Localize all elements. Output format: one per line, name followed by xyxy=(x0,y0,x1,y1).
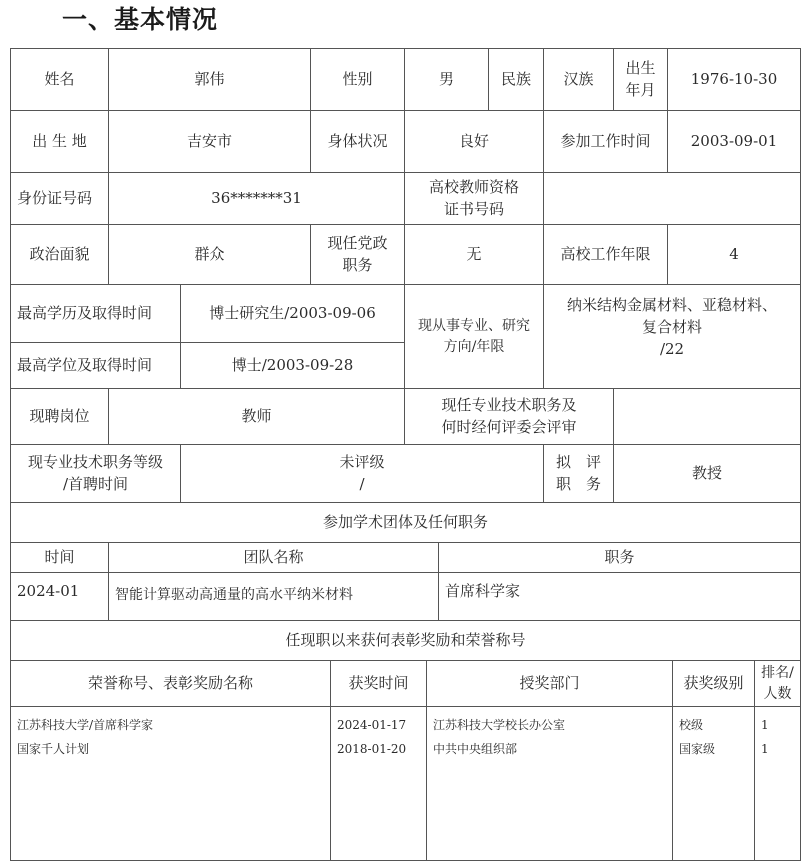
political-value: 群众 xyxy=(109,225,311,285)
awards-title: 任现职以来获何表彰奖励和荣誉称号 xyxy=(11,621,801,661)
cert-label xyxy=(405,173,544,225)
award-1-name: 江苏科技大学/首席科学家 xyxy=(17,718,154,732)
party-post-label-line1: 现任党政 xyxy=(327,233,388,252)
awards-header-rank-line2: 人数 xyxy=(763,685,792,702)
position-value: 教师 xyxy=(109,389,405,445)
awards-names xyxy=(11,707,331,861)
grade-value-line2: / xyxy=(359,474,365,493)
awards-depts xyxy=(427,707,673,861)
tech-post-label-line2: 何时经何评委会评审 xyxy=(441,417,577,436)
party-post-value: 无 xyxy=(405,225,544,285)
awards-header-date: 获奖时间 xyxy=(331,661,427,707)
health-value: 良好 xyxy=(405,111,544,173)
awards-levels xyxy=(673,707,755,861)
name-label: 姓名 xyxy=(11,49,109,111)
award-1-rank: 1 xyxy=(761,718,769,732)
field-value-line1: 纳米结构金属材料、亚稳材料、 xyxy=(567,296,778,314)
award-2-name: 国家千人计划 xyxy=(17,742,90,756)
grade-value xyxy=(181,445,544,503)
health-label: 身体状况 xyxy=(311,111,405,173)
awards-header-level: 获奖级别 xyxy=(673,661,755,707)
award-1-date: 2024-01-17 xyxy=(337,718,407,732)
work-start-value: 2003-09-01 xyxy=(668,111,801,173)
award-1-level: 校级 xyxy=(679,718,704,732)
basic-info-table xyxy=(10,48,801,503)
birth-label-line2: 年月 xyxy=(625,80,656,99)
awards-header-rank xyxy=(755,661,801,707)
field-value-line2: 复合材料 xyxy=(642,317,703,336)
field-label xyxy=(405,285,544,389)
awards-header-name: 荣誉称号、表彰奖励名称 xyxy=(11,661,331,707)
edu-value: 博士研究生/2003-09-06 xyxy=(181,285,405,343)
proposed-value: 教授 xyxy=(614,445,801,503)
uni-years-label: 高校工作年限 xyxy=(544,225,668,285)
proposed-label-line2: 职 务 xyxy=(556,474,602,493)
award-2-rank: 1 xyxy=(761,742,769,756)
groups-header-role: 职务 xyxy=(439,543,801,573)
political-label: 政治面貌 xyxy=(11,225,109,285)
birth-label xyxy=(614,49,668,111)
field-label-line2: 方向/年限 xyxy=(443,338,505,355)
id-value: 36*******31 xyxy=(109,173,405,225)
tech-post-label-line1: 现任专业技术职务及 xyxy=(441,395,577,414)
party-post-label xyxy=(311,225,405,285)
work-start-label: 参加工作时间 xyxy=(544,111,668,173)
grade-label xyxy=(11,445,181,503)
grade-value-line1: 未评级 xyxy=(339,452,385,471)
cert-label-line2: 证书号码 xyxy=(444,199,505,218)
field-value-line3: /22 xyxy=(659,339,685,358)
tech-post-label xyxy=(405,389,614,445)
awards-dates xyxy=(331,707,427,861)
awards-header-dept: 授奖部门 xyxy=(427,661,673,707)
degree-label: 最高学位及取得时间 xyxy=(11,343,181,389)
position-label: 现聘岗位 xyxy=(11,389,109,445)
gender-value: 男 xyxy=(405,49,489,111)
birthplace-value: 吉安市 xyxy=(109,111,311,173)
id-label: 身份证号码 xyxy=(11,173,109,225)
award-2-level: 国家级 xyxy=(679,742,716,756)
party-post-label-line2: 职务 xyxy=(342,255,373,274)
proposed-label xyxy=(544,445,614,503)
ethnicity-label: 民族 xyxy=(489,49,544,111)
uni-years-value: 4 xyxy=(668,225,801,285)
gender-label: 性别 xyxy=(311,49,405,111)
name-value: 郭伟 xyxy=(109,49,311,111)
degree-value: 博士/2003-09-28 xyxy=(181,343,405,389)
grade-label-line2: /首聘时间 xyxy=(62,474,129,493)
groups-header-team: 团队名称 xyxy=(109,543,439,573)
cert-value xyxy=(544,173,801,225)
groups-row-time: 2024-01 xyxy=(11,573,109,621)
awards-ranks xyxy=(755,707,801,861)
field-label-line1: 现从事专业、研究 xyxy=(418,318,531,335)
field-value xyxy=(544,285,801,389)
proposed-label-line1: 拟 评 xyxy=(556,452,602,471)
grade-label-line1: 现专业技术职务等级 xyxy=(27,452,163,471)
birth-value: 1976-10-30 xyxy=(668,49,801,111)
ethnicity-value: 汉族 xyxy=(544,49,614,111)
section-title: 一、基本情况 xyxy=(62,5,219,34)
table-row xyxy=(11,573,801,621)
awards-table xyxy=(10,620,801,861)
award-2-date: 2018-01-20 xyxy=(337,742,407,756)
tech-post-value xyxy=(614,389,801,445)
edu-label: 最高学历及取得时间 xyxy=(11,285,181,343)
birth-label-line1: 出生 xyxy=(625,58,656,77)
table-row xyxy=(11,707,801,861)
awards-header-rank-line1: 排名/ xyxy=(761,665,794,682)
groups-header-time: 时间 xyxy=(11,543,109,573)
birthplace-label: 出 生 地 xyxy=(11,111,109,173)
groups-row-role: 首席科学家 xyxy=(439,573,801,621)
award-2-dept: 中共中央组织部 xyxy=(433,742,518,756)
groups-table xyxy=(10,502,801,621)
groups-row-team: 智能计算驱动高通量的高水平纳米材料 xyxy=(109,573,439,621)
award-1-dept: 江苏科技大学校长办公室 xyxy=(433,718,566,732)
cert-label-line1: 高校教师资格 xyxy=(429,177,520,196)
groups-title: 参加学术团体及任何职务 xyxy=(11,503,801,543)
